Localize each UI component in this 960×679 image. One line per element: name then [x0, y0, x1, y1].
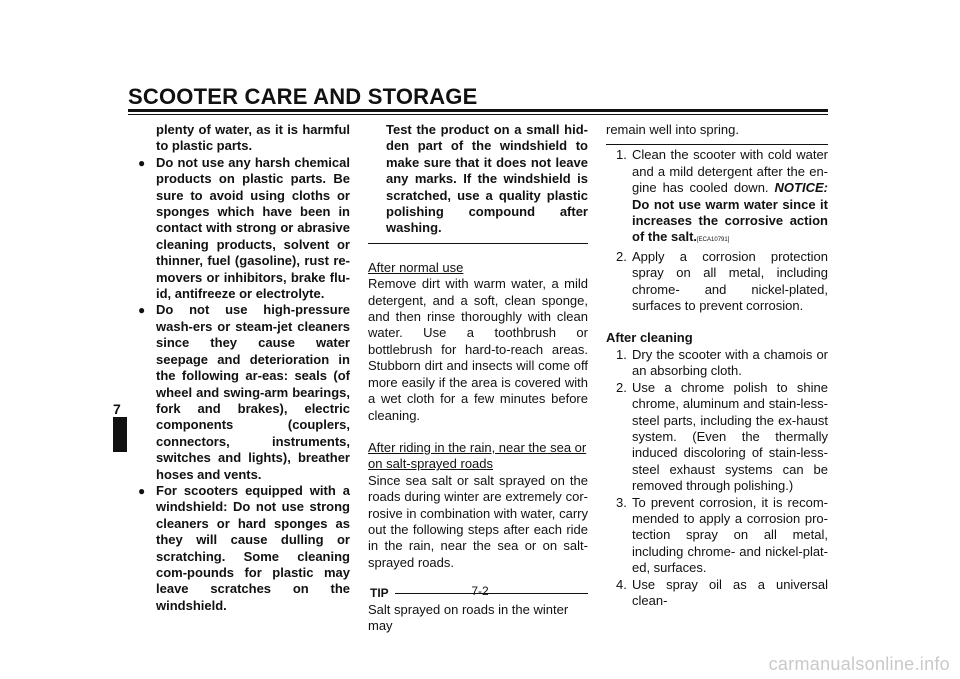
tip-label: TIP: [370, 586, 389, 601]
watermark: carmanualsonline.info: [768, 654, 950, 674]
list-item: 2. Use a chrome polish to shine chrome, aluminum and stain-less-steel parts, including the ex-haust system. (Even the thermally induced discoloring of stain-less-steel exhaust systems can be removed through polishing.): [616, 379, 828, 494]
list-item: 1. Dry the scooter with a chamois or an absorbing cloth.: [616, 346, 828, 379]
reference-code: [ECA10791]: [697, 237, 730, 244]
bullet-item: [138, 155, 350, 303]
list-item: 3. To prevent corrosion, it is recom-mended to apply a corrosion pro-tection spray on all metal, including chrome- and nickel-plat-ed, surfaces.: [616, 494, 828, 576]
bullet-icon: ●: [138, 483, 146, 498]
column-3: [606, 122, 828, 609]
section-heading-after-cleaning: After cleaning: [606, 330, 693, 346]
header-rule: [128, 109, 828, 112]
after-cleaning-list: [618, 347, 828, 610]
header-rule-thin: [128, 114, 828, 115]
tip-text-continued: remain well into spring.: [606, 122, 739, 137]
bullet-text: For scooters equipped with a windshield: Do not use strong cleaners or hard sponges as they will cause dulling or scratching. Some cleaning com-pounds for plastic may leave scratches on the windshield.: [156, 482, 350, 613]
bullet-icon: ●: [138, 155, 146, 170]
section-heading-normal-use: After normal use: [368, 259, 464, 275]
list-item: 2. Apply a corrosion protection spray on all metal, including chrome- and nickel-plated, surfaces to prevent corrosion.: [616, 248, 828, 314]
column-1: [138, 122, 350, 614]
rain-text: Since sea salt or salt sprayed on the roads during winter are extremely cor-rosive in combination with water, carry out the following steps after each ride in the rain, near the sea or on salt-sprayed roads.: [368, 472, 588, 570]
list-item: 4. Use spray oil as a universal clean-: [616, 576, 828, 608]
tip-text: Salt sprayed on roads in the winter may: [368, 601, 569, 633]
notice-text: Do not use warm water since it increases the corrosive action of the salt.: [632, 196, 828, 245]
bullet-item: [138, 483, 350, 614]
column-2: [368, 122, 588, 634]
notice-end-rule: [368, 243, 588, 244]
page-title: SCOOTER CARE AND STORAGE: [128, 84, 478, 109]
bullet-text: Do not use any harsh chemical products on plastic parts. Be sure to avoid using cloths or sponges which have been in contact with strong or abrasive cleaning products, solvent or thinner, fuel (gasoline), rust re-movers or inhibitors, brake flu-id, antifreeze or electrolyte.: [156, 154, 350, 302]
intro-text: plenty of water, as it is harmful to plastic parts.: [156, 122, 350, 154]
chapter-number: 7: [113, 401, 127, 417]
rain-steps-list: [618, 147, 828, 314]
notice-label: NOTICE:: [774, 180, 828, 196]
bullet-item: [138, 302, 350, 482]
windshield-note: Test the product on a small hid-den part of the windshield to make sure that it does not leave any marks. If the windshield is scratched, use a quality plastic polishing compound after washing.: [386, 122, 588, 236]
page-number: 7-2: [471, 584, 489, 598]
normal-use-text: Remove dirt with warm water, a mild detergent, and a soft, clean sponge, and then rinse thoroughly with clean water. Use a toothbrush or bottlebrush for hard-to-reach areas. Stubborn dirt and insects will come off more easily if the area is covered with a wet cloth for a few minutes before cleaning.: [368, 276, 588, 423]
section-heading-rain: After riding in the rain, near the sea or on salt-sprayed roads: [368, 439, 587, 472]
bullet-icon: ●: [138, 303, 146, 318]
tip-end-rule: [606, 144, 828, 145]
bullet-text: Do not use high-pressure wash-ers or steam-jet cleaners since they cause water seepage and deterioration in the following ar-eas: seals (of wheel and swing-arm bearings, fork and brakes), electric components (couplers, connectors, instruments, switches and lights), breather hoses and vents.: [156, 302, 350, 482]
list-item: 1. Clean the scooter with cold water and a mild detergent after the en-gine has cooled down. NOTICE: Do not use warm water since it increases the corrosive action of the salt.[ECA10791]: [616, 147, 828, 245]
